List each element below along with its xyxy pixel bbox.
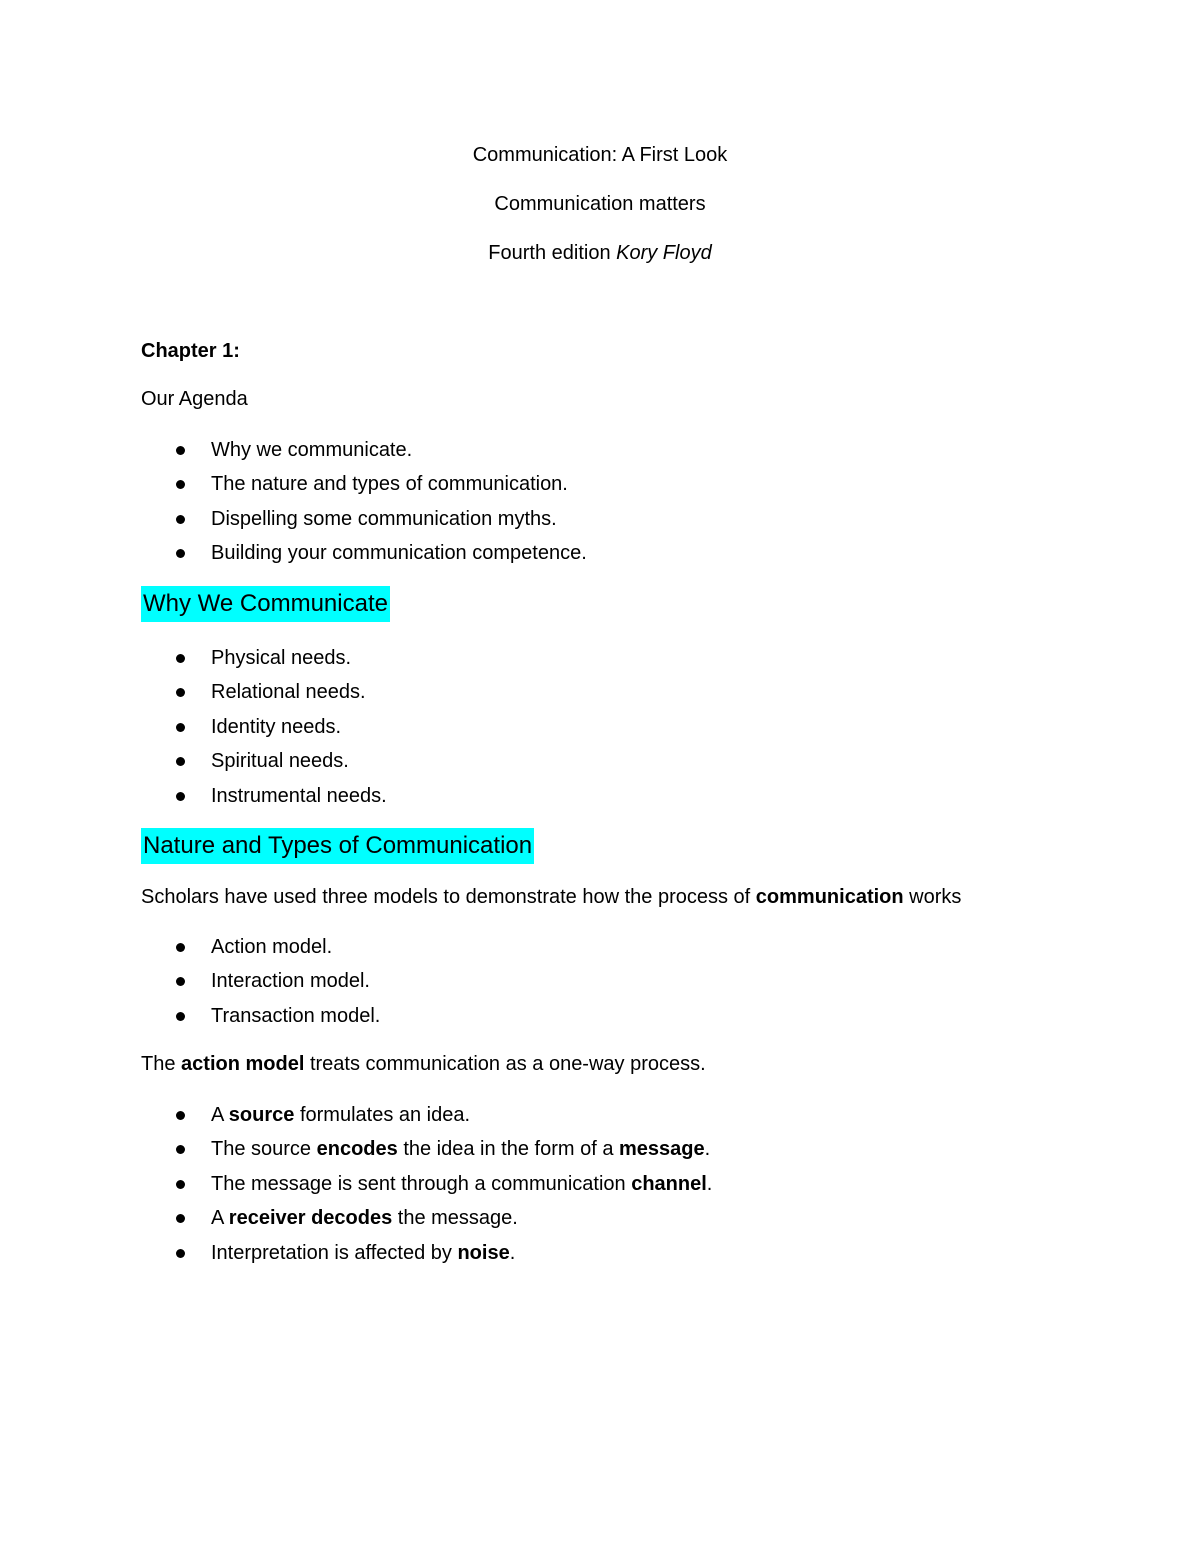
bold-term: channel bbox=[631, 1172, 707, 1195]
list-item bbox=[141, 540, 587, 574]
agenda-list bbox=[141, 437, 587, 575]
text-run: . bbox=[509, 1241, 516, 1264]
bullet-icon bbox=[176, 723, 185, 732]
action-intro-after: treats communication as a one-way process. bbox=[304, 1053, 706, 1075]
list-item-text: Instrumental needs. bbox=[211, 784, 387, 807]
bold-term: noise bbox=[457, 1241, 510, 1264]
list-item-text bbox=[211, 1138, 710, 1160]
list-item-text: Spiritual needs. bbox=[211, 750, 349, 773]
list-item bbox=[141, 714, 387, 748]
bullet-icon bbox=[176, 1111, 185, 1120]
bullet-icon bbox=[176, 549, 185, 558]
bullet-icon bbox=[176, 792, 185, 801]
list-item bbox=[141, 1171, 712, 1205]
list-item bbox=[141, 1136, 712, 1170]
list-item-text: Action model. bbox=[211, 936, 333, 958]
bullet-icon bbox=[176, 1145, 185, 1154]
text-run: . bbox=[704, 1138, 711, 1161]
action-steps-list bbox=[141, 1102, 712, 1274]
list-item-text bbox=[211, 1104, 470, 1126]
bold-term: receiver decodes bbox=[228, 1207, 393, 1230]
intro-text-after: works bbox=[903, 886, 962, 908]
intro-bold: communication bbox=[755, 886, 904, 908]
text-run: A bbox=[211, 1207, 229, 1230]
list-item bbox=[141, 645, 387, 679]
bullet-icon bbox=[176, 757, 185, 766]
book-subtitle: Communication matters bbox=[494, 193, 706, 215]
text-run: A bbox=[211, 1104, 229, 1126]
action-model-intro bbox=[141, 1051, 706, 1077]
action-intro-bold: action model bbox=[181, 1053, 305, 1075]
list-item-text: Relational needs. bbox=[211, 681, 366, 704]
list-item-text: Transaction model. bbox=[211, 1004, 381, 1027]
bullet-icon bbox=[176, 1180, 185, 1189]
book-title: Communication: A First Look bbox=[472, 144, 728, 166]
list-item-text: Why we communicate. bbox=[211, 439, 413, 461]
models-intro bbox=[141, 884, 961, 910]
bullet-icon bbox=[176, 654, 185, 663]
section-heading-nature: Nature and Types of Communication bbox=[141, 828, 534, 864]
action-intro-before: The bbox=[141, 1053, 182, 1075]
bullet-icon bbox=[176, 688, 185, 697]
section-heading-why: Why We Communicate bbox=[141, 586, 390, 622]
text-run: Interpretation is affected by bbox=[211, 1241, 458, 1264]
bold-term: source bbox=[228, 1104, 295, 1126]
list-item bbox=[141, 437, 587, 471]
list-item-text: Identity needs. bbox=[211, 715, 342, 738]
list-item-text: Building your communication competence. bbox=[211, 542, 587, 565]
text-run: . bbox=[706, 1172, 713, 1195]
list-item-text bbox=[211, 1207, 518, 1229]
text-run: formulates an idea. bbox=[294, 1104, 471, 1126]
bullet-icon bbox=[176, 480, 185, 489]
bullet-icon bbox=[176, 1012, 185, 1021]
text-run: The source bbox=[211, 1138, 317, 1161]
bullet-icon bbox=[176, 446, 185, 455]
list-item bbox=[141, 1205, 712, 1239]
models-list bbox=[141, 934, 380, 1037]
list-item-text bbox=[211, 1242, 515, 1264]
edition-line bbox=[0, 240, 1200, 266]
text-run: The message is sent through a communication bbox=[211, 1172, 632, 1195]
list-item bbox=[141, 1240, 712, 1274]
bold-term: encodes bbox=[316, 1138, 398, 1161]
bullet-icon bbox=[176, 1249, 185, 1258]
bold-term: message bbox=[619, 1138, 705, 1161]
chapter-label: Chapter 1: bbox=[141, 340, 240, 362]
bullet-icon bbox=[176, 977, 185, 986]
list-item bbox=[141, 506, 587, 540]
list-item-text: Physical needs. bbox=[211, 647, 352, 669]
author-name: Kory Floyd bbox=[616, 242, 712, 264]
list-item bbox=[141, 471, 587, 505]
list-item-text: Interaction model. bbox=[211, 970, 370, 993]
list-item-text: The nature and types of communication. bbox=[211, 473, 568, 496]
edition-text: Fourth edition bbox=[488, 242, 617, 264]
list-item bbox=[141, 1003, 380, 1037]
list-item bbox=[141, 783, 387, 817]
text-run: the idea in the form of a bbox=[397, 1138, 620, 1161]
list-item-text bbox=[211, 1173, 712, 1195]
list-item bbox=[141, 934, 380, 968]
list-item bbox=[141, 968, 380, 1002]
list-item bbox=[141, 748, 387, 782]
list-item bbox=[141, 1102, 712, 1136]
text-run: the message. bbox=[392, 1207, 518, 1230]
agenda-title: Our Agenda bbox=[141, 388, 248, 410]
list-item-text: Dispelling some communication myths. bbox=[211, 507, 557, 530]
list-item bbox=[141, 679, 387, 713]
bullet-icon bbox=[176, 1214, 185, 1223]
bullet-icon bbox=[176, 515, 185, 524]
bullet-icon bbox=[176, 943, 185, 952]
intro-text-before: Scholars have used three models to demonstrate how the process of bbox=[141, 886, 756, 908]
needs-list bbox=[141, 645, 387, 817]
